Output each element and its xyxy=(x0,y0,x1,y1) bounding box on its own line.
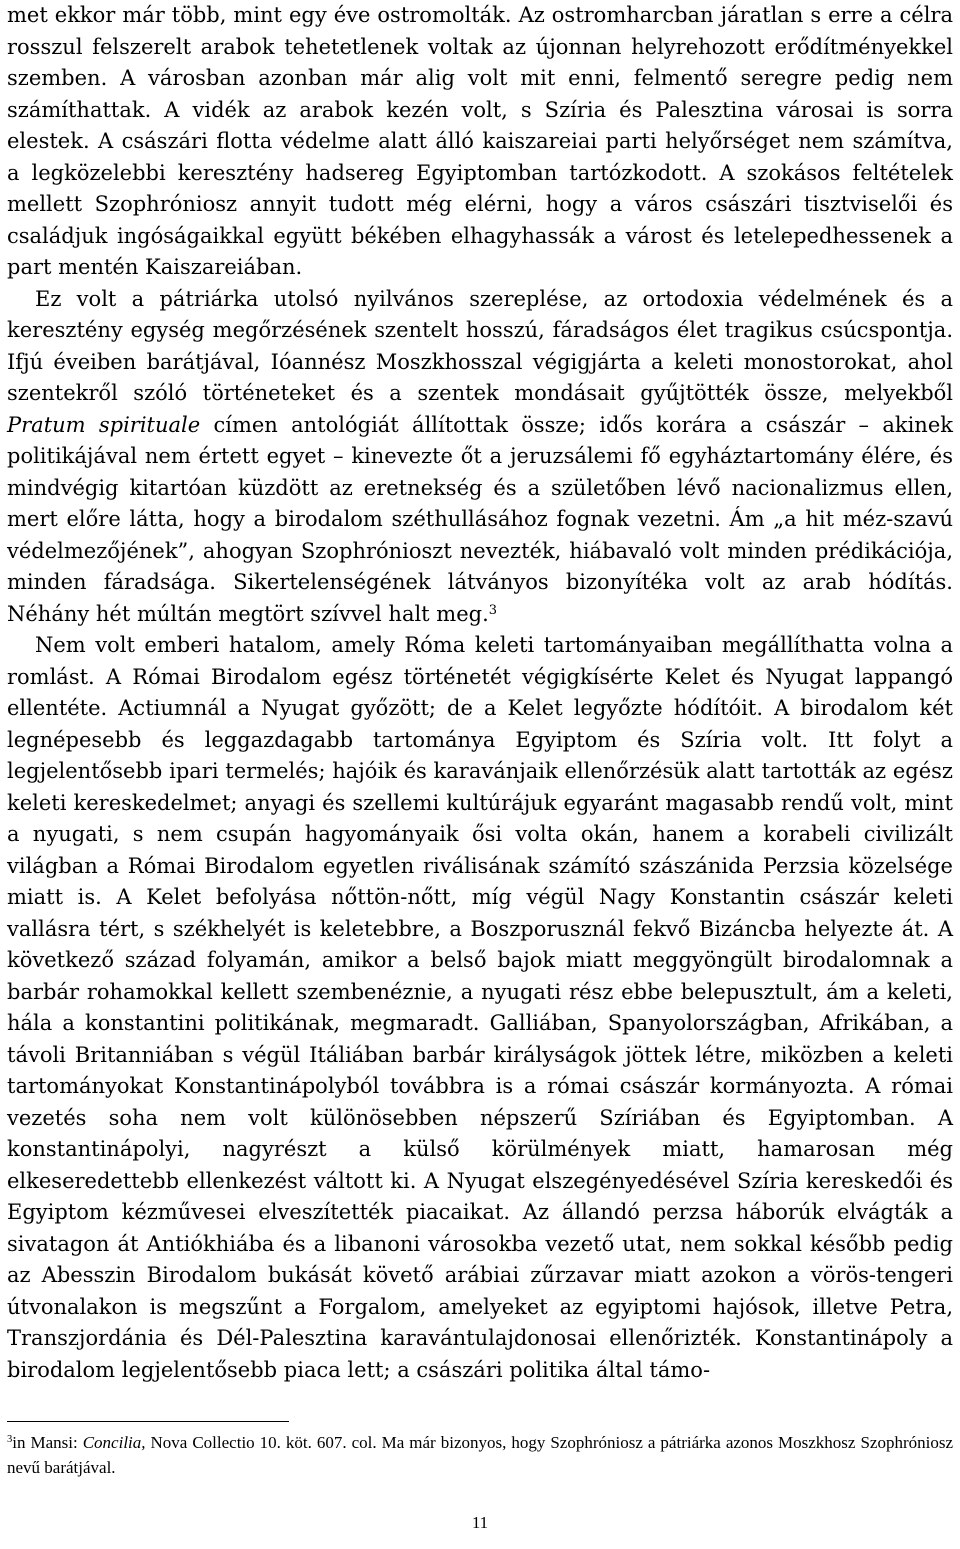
paragraph-2 xyxy=(7,284,953,631)
page-number: 11 xyxy=(471,1513,489,1532)
footnote-marker: 3 xyxy=(7,1434,13,1446)
paragraph-1-text: met ekkor már több, mint egy éve ostromolták. Az ostromharcban járatlan s erre a célra rosszul felszerelt arabok tehetetlenek voltak az újonnan helyrehozott erődítményekkel szemben. A városban azonban már alig volt mit enni, felmentő seregre pedig nem számíthattak. A vidék az arabok kezén volt, s Szíria és Palesztina városai is sorra elestek. A császári flotta védelme alatt álló kaiszareiai parti helyőrséget nem számítva, a legközelebbi keresztény hadsereg Egyiptomban tartózkodott. A szokásos feltételek mellett Szophróniosz annyit tudott még elérni, hogy a város császári tisztviselői és családjuk ingóságaikkal együtt békében elhagyhassák a várost és letelepedhessenek a part mentén Kaiszareiában. xyxy=(7,3,953,279)
footnote-text: Nova Collectio 10. köt. 607. col. Ma már bizonyos, hogy Szophróniosz a pátriárka azonos Moszkhosz Szophróniosz nevű barátjával. xyxy=(7,1433,954,1477)
footnote-divider xyxy=(7,1421,289,1422)
paragraph-2-text-b: címen antológiát állítottak össze; idős korára a császár – akinek politikájával nem értett egyet – kinevezte őt a jeruzsálemi fő egyháztartomány élére, és mindvégig kitartóan küzdött az eretnekség és a születőben lévő nacionalizmus ellen, mert előre látta, hogy a birodalom széthullásához fognak vezetni. Ám „a hit méz-szavú védelmezőjének”, ahogyan Szophrónioszt nevezték, hiábavaló volt minden prédikációja, minden fáradsága. Sikertelenségének látványos bizonyítéka volt az arab hódítás. Néhány hét múltán megtört szívvel halt meg. xyxy=(7,412,953,626)
footnote xyxy=(7,1430,953,1480)
paragraph-1 xyxy=(7,0,953,284)
paragraph-3-text: Nem volt emberi hatalom, amely Róma keleti tartományaiban megállíthatta volna a romlást. A Római Birodalom egész történetét végigkísérte Kelet és Nyugat lappangó ellentéte. Actiumnál a Nyugat győzött; de a Kelet legyőzte hódítóit. A birodalom két legnépesebb és leggazdagabb tartománya Egyiptom és Szíria volt. Itt folyt a legjelentősebb ipari termelés; hajóik és karavánjaik ellenőrzésük alatt tartották az egész keleti kereskedelmet; anyagi és szellemi kultúrájuk egyaránt magasabb rendű volt, mint a nyugati, s nem csupán hagyományaik ősi volta okán, hanem a korabeli civilizált világban a Római Birodalom egyetlen riválisának számító szászánida Perzsia közelsége miatt is. A Kelet befolyása nőttön-nőtt, míg végül Nagy Konstantin császár keleti vallásra tért, s székhelyét is keletebbre, a Boszporusznál fekvő Bizáncba helyezte át. A következő század folyamán, amikor a belső bajok miatt meggyöngült birodalomnak a barbár rohamokkal kellett szembenéznie, a nyugati rész ebbe belepusztult, ám a keleti, hála a konstantini politikának, megmaradt. Galliában, Spanyolországban, Afrikában, a távoli Britanniában s végül Itáliában barbár királyságok jöttek létre, miközben a keleti tartományokat Konstantinápolyból továbbra is a római császár kormányozta. A római vezetés soha nem volt különösebben népszerű Szíriában és Egyiptomban. A konstantinápolyi, nagyrészt a külső körülmények miatt, hamarosan még elkeseredettebb ellenkezést váltott ki. A Nyugat elszegényedésével Szíria kereskedői és Egyiptom kézművesei elveszítették piacaikat. Az állandó perzsa háborúk elvágták a sivatagon át Antiókhiába és a libanoni városokba vezető utat, nem sokkal később pedig az Abesszin Birodalom bukását követő arábiai zűrzavar miatt azokon a vörös-tengeri útvonalakon is megszűnt a Forgalom, amelyeket az egyiptomi hajósok, illetve Petra, Transzjordánia és Dél-Palesztina karavántulajdonosai ellenőrizték. Konstantinápoly a birodalom legjelentősebb piaca lett; a császári politika által támo- xyxy=(7,633,953,1382)
footnote-italic: Concilia, xyxy=(82,1433,146,1452)
paragraph-3 xyxy=(7,630,953,1386)
footnote-reference[interactable]: 3 xyxy=(488,602,498,618)
page-body xyxy=(7,0,953,1386)
paragraph-2-text-a: Ez volt a pátriárka utolsó nyilvános szereplése, az ortodoxia védelmének és a keresztény egység megőrzésének szentelt hosszú, fáradságos élet tragikus csúcspontja. Ifjú éveiben barátjával, Ióannész Moszkhosszal végigjárta a keleti monostorokat, ahol szentekről szóló történeteket és a szentek mondásait gyűjtötték össze, melyekből xyxy=(7,286,953,405)
book-title-italic: Pratum spirituale xyxy=(7,412,201,437)
footnote-prefix: in Mansi: xyxy=(12,1433,83,1452)
